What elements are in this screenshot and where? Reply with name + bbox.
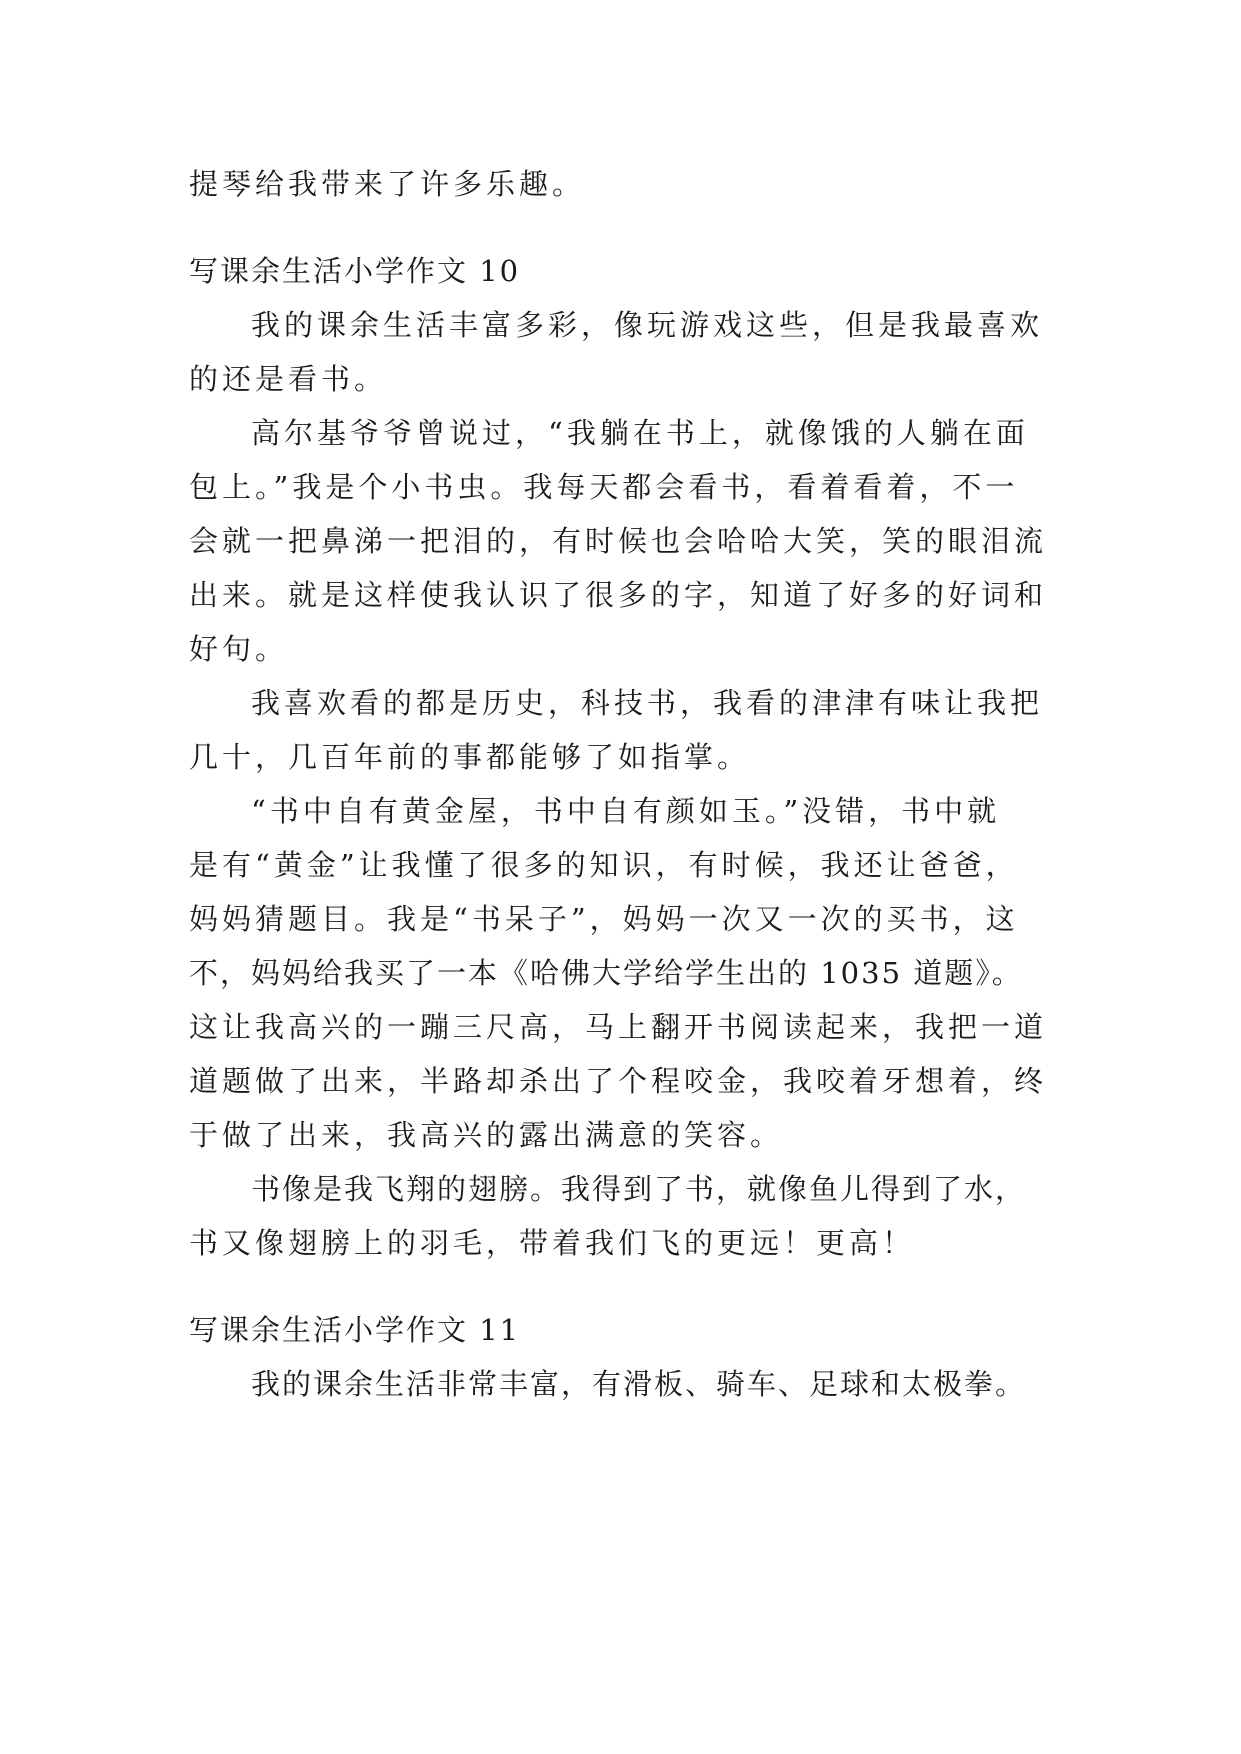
paragraph-line: 不，妈妈给我买了一本《哈佛大学给学生出的 1035 道题》。	[189, 956, 1023, 990]
paragraph-line: “书中自有黄金屋，书中自有颜如玉。”没错，书中就	[251, 794, 1001, 828]
paragraph-line: 我的课余生活丰富多彩，像玩游戏这些，但是我最喜欢	[251, 308, 1044, 342]
paragraph-line: 道题做了出来，半路却杀出了个程咬金，我咬着牙想着，终	[189, 1064, 1048, 1098]
paragraph-line: 几十，几百年前的事都能够了如指掌。	[189, 740, 751, 774]
section-heading: 写课余生活小学作文 11	[189, 1313, 521, 1347]
paragraph-line: 提琴给我带来了许多乐趣。	[189, 167, 586, 201]
paragraph-line: 我的课余生活非常丰富，有滑板、骑车、足球和太极拳。	[251, 1367, 1027, 1401]
paragraph-line: 是有“黄金”让我懂了很多的知识，有时候，我还让爸爸，	[189, 848, 1019, 882]
section-heading: 写课余生活小学作文 10	[189, 254, 521, 288]
paragraph-line: 包上。”我是个小书虫。我每天都会看书，看着看着，不一	[189, 470, 1019, 504]
paragraph-line: 我喜欢看的都是历史，科技书，我看的津津有味让我把	[251, 686, 1044, 720]
paragraph-line: 出来。就是这样使我认识了很多的字，知道了好多的好词和	[189, 578, 1048, 612]
paragraph-line: 书又像翅膀上的羽毛，带着我们飞的更远！更高！	[189, 1226, 916, 1260]
paragraph-line: 书像是我飞翔的翅膀。我得到了书，就像鱼儿得到了水，	[251, 1172, 1027, 1206]
paragraph-line: 高尔基爷爷曾说过，“我躺在书上，就像饿的人躺在面	[251, 416, 1029, 450]
paragraph-line: 的还是看书。	[189, 362, 388, 396]
paragraph-line: 这让我高兴的一蹦三尺高，马上翻开书阅读起来，我把一道	[189, 1010, 1048, 1044]
paragraph-line: 会就一把鼻涕一把泪的，有时候也会哈哈大笑，笑的眼泪流	[189, 524, 1048, 558]
paragraph-line: 于做了出来，我高兴的露出满意的笑容。	[189, 1118, 784, 1152]
paragraph-line: 好句。	[189, 632, 289, 666]
paragraph-line: 妈妈猜题目。我是“书呆子”，妈妈一次又一次的买书，这	[189, 902, 1019, 936]
